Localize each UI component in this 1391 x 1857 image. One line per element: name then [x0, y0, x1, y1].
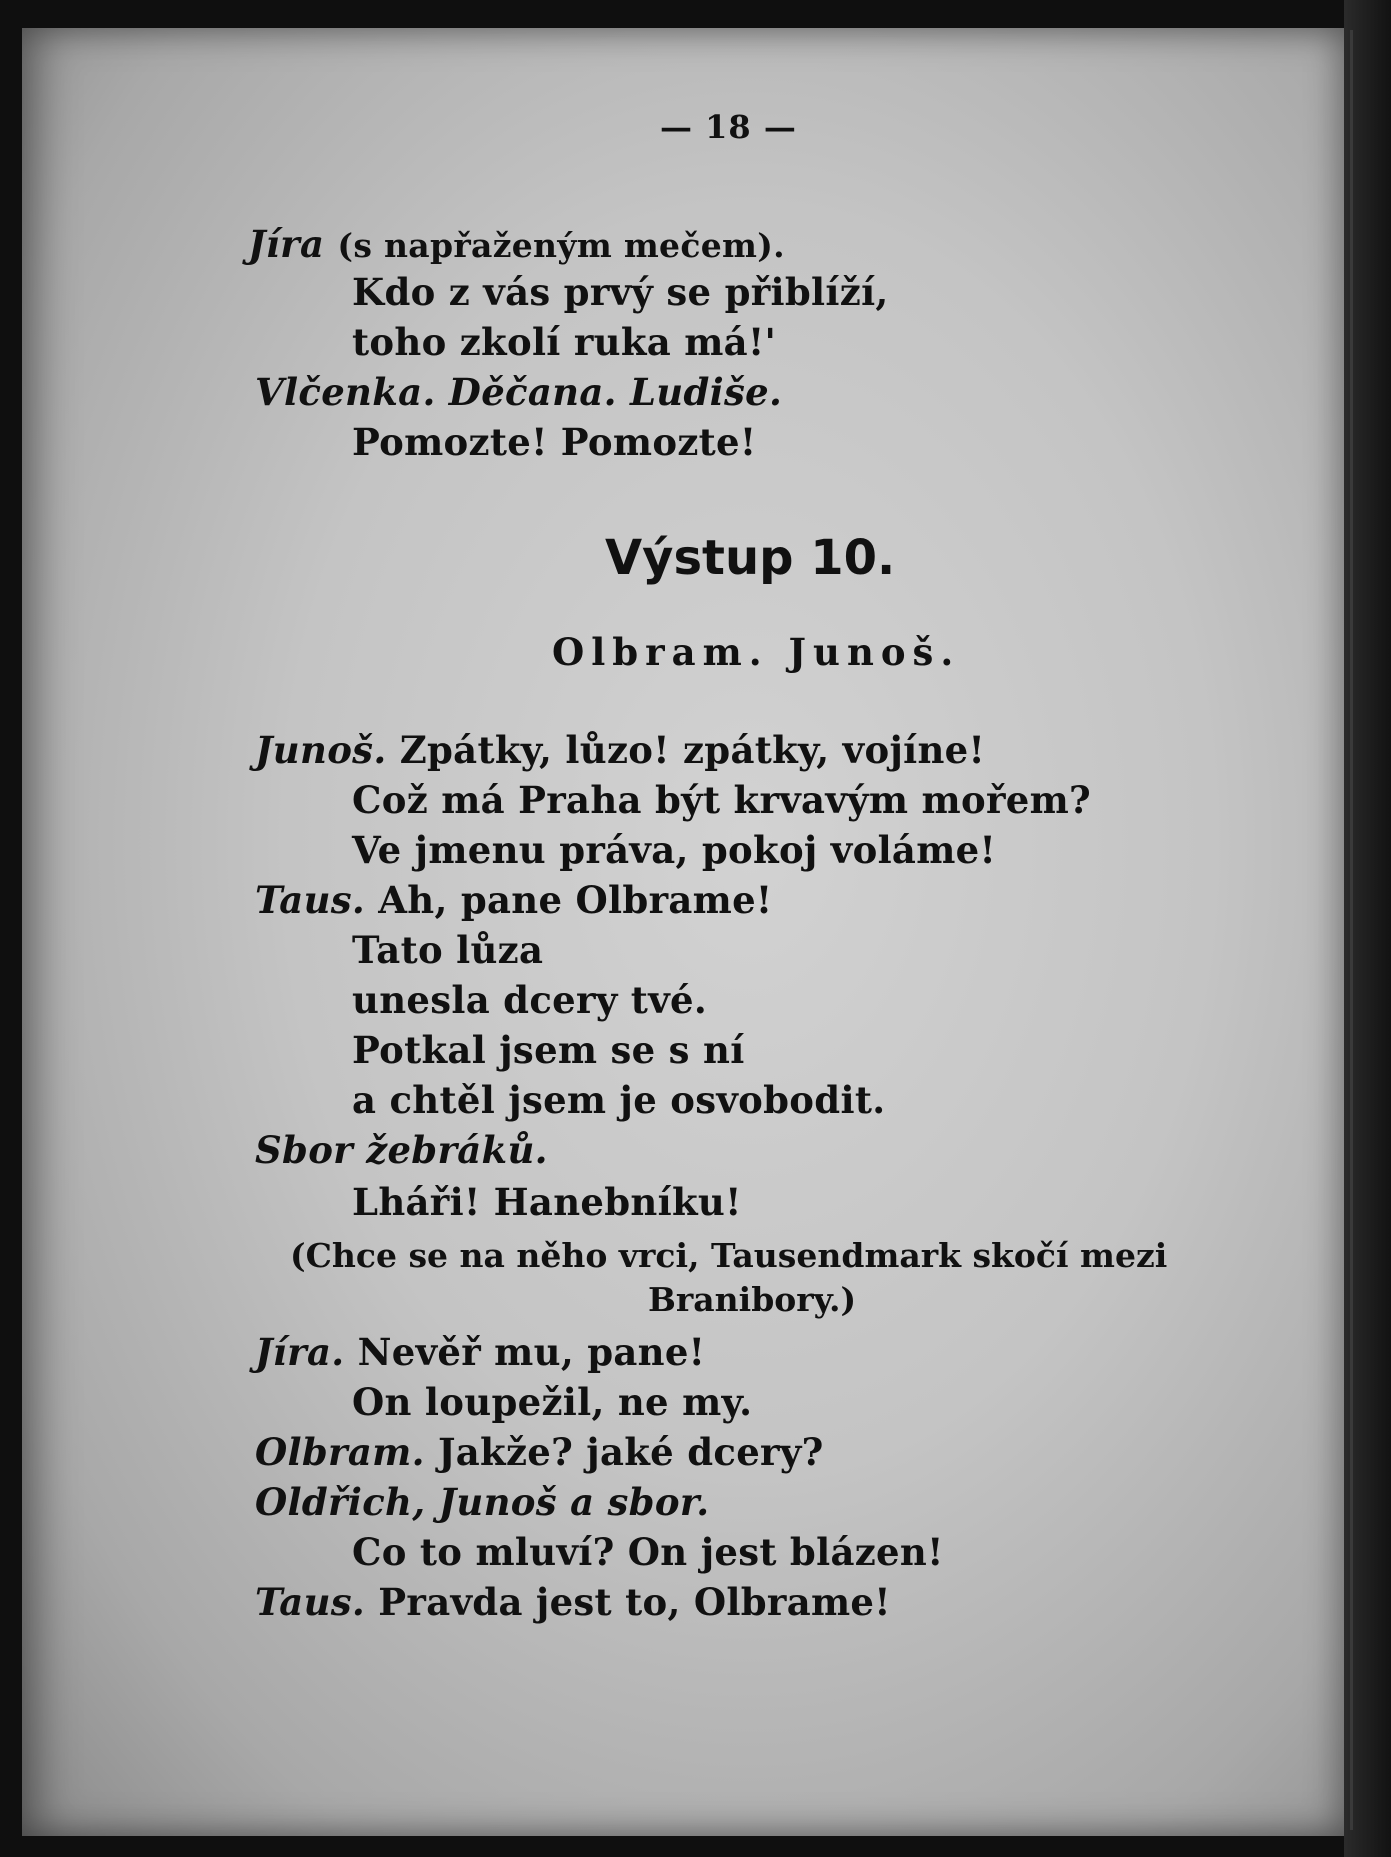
dialogue-line: Co to mluví? On jest blázen! — [352, 1530, 944, 1574]
dialogue-line: a chtěl jsem je osvobodit. — [352, 1078, 886, 1122]
dialogue-line: Pomozte! Pomozte! — [352, 420, 757, 464]
dialogue-text: Pravda jest to, Olbrame! — [378, 1580, 891, 1624]
speaker-name: Olbram. — [255, 1430, 425, 1474]
dialogue-line — [255, 1580, 891, 1624]
dialogue-text: Zpátky, lůzo! zpátky, vojíne! — [399, 728, 986, 772]
speaker-name: Vlčenka. Děčana. Ludiše. — [255, 370, 783, 414]
dialogue-line — [255, 1330, 705, 1374]
stage-direction: Branibory.) — [648, 1280, 857, 1319]
dialogue-text: Ah, pane Olbrame! — [378, 878, 773, 922]
dialogue-line — [255, 878, 772, 922]
speaker-name: Junoš. — [255, 728, 387, 772]
dialogue-line: Potkal jsem se s ní — [352, 1028, 745, 1072]
stage-direction: (s napřaženým mečem). — [337, 226, 785, 265]
dialogue-text: Nevěř mu, pane! — [357, 1330, 706, 1374]
dialogue-line — [255, 1430, 824, 1474]
scene-heading: Výstup 10. — [605, 530, 896, 586]
dialogue-line — [255, 728, 985, 772]
dialogue-line — [248, 222, 785, 266]
dialogue-line: toho zkolí ruka má!' — [352, 320, 777, 364]
stage-direction: (Chce se na něho vrci, Tausendmark skočí mezi — [290, 1236, 1168, 1275]
page-number: — 18 — — [660, 108, 797, 146]
speaker-name: Sbor žebráků. — [255, 1128, 548, 1172]
dialogue-line: On loupežil, ne my. — [352, 1380, 753, 1424]
speaker-name: Taus. — [255, 878, 366, 922]
speaker-name: Jíra. — [255, 1330, 345, 1374]
dialogue-line: Lháři! Hanebníku! — [352, 1180, 742, 1224]
dialogue-line: Kdo z vás prvý se přiblíží, — [352, 270, 889, 314]
dialogue-line: Tato lůza — [352, 928, 544, 972]
dialogue-line: unesla dcery tvé. — [352, 978, 708, 1022]
speaker-name: Oldřich, Junoš a sbor. — [255, 1480, 710, 1524]
dialogue-text: Jakže? jaké dcery? — [437, 1430, 824, 1474]
dialogue-line: Ve jmenu práva, pokoj voláme! — [352, 828, 997, 872]
dialogue-line: Což má Praha být krvavým mořem? — [352, 778, 1092, 822]
speaker-name: Jíra — [248, 222, 325, 266]
speaker-name: Taus. — [255, 1580, 366, 1624]
scene-cast: Olbram. Junoš. — [552, 630, 961, 674]
gutter-edge — [1350, 30, 1353, 1830]
